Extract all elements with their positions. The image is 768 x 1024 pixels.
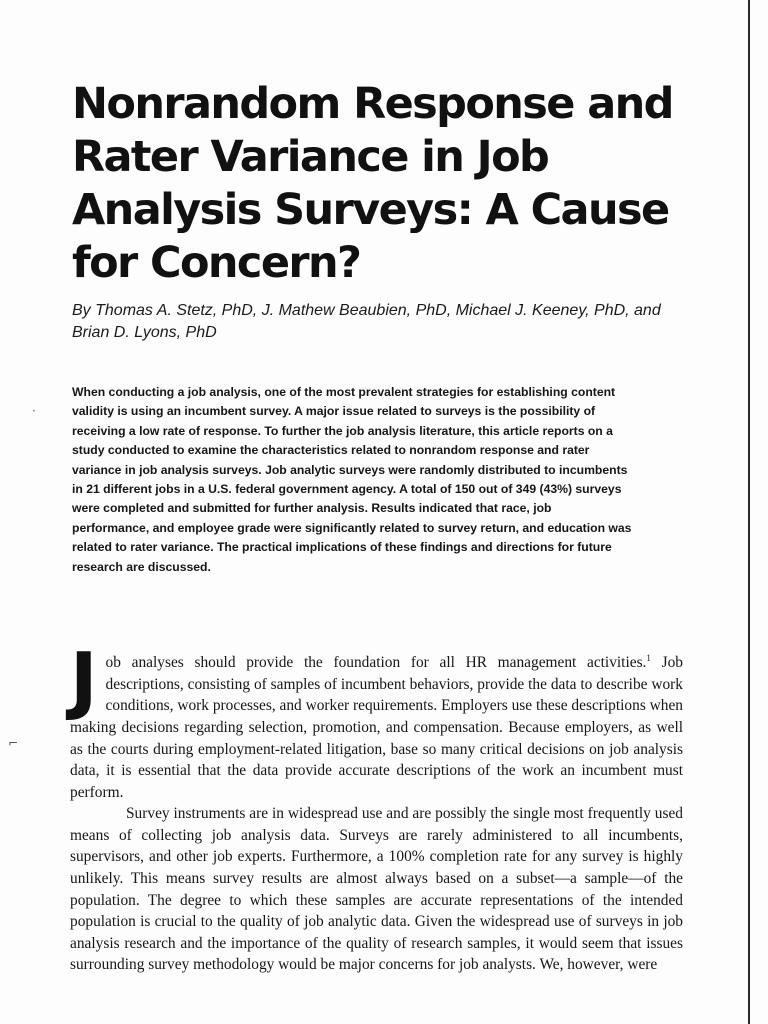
- scan-mark-dot: ·: [32, 404, 36, 418]
- abstract: When conducting a job analysis, one of the most prevalent strategies for establishing content validity is using an incumbent survey. A major issue related to surveys is the possibility of receiving a low rate of response. To further the job analysis literature, this article reports on a study conducted to examine the characteristics related to nonrandom response and rater variance in job analysis surveys. Job analytic surveys were randomly distributed to incumbents in 21 different jobs in a U.S. federal government agency. A total of 150 out of 349 (43%) surveys were completed and submitted for further analysis. Results indicated that race, job performance, and employee grade were significantly related to survey return, and education was related to rater variance. The practical implications of these findings and directions for future research are discussed.: [72, 385, 632, 574]
- paragraph-1-rest: Job descriptions, consisting of samples of incumbent behaviors, provide the data to describe work conditions, work processes, and worker requirements. Employers use these descriptions when making decisions regarding selection, promotion, and compensation. Because employers, as well as the courts during employment-related litigation, base so many critical decisions on job analysis data, it is essential that the data provide accurate descriptions of the work an incumbent must perform.: [70, 654, 683, 801]
- paragraph-1-opening: ob analyses should provide the foundation for all HR management activities.: [105, 654, 647, 672]
- page-edge: [748, 0, 750, 1024]
- author-byline: By Thomas A. Stetz, PhD, J. Mathew Beaubien, PhD, Michael J. Keeney, PhD, and Brian D. Lyons, PhD: [72, 302, 661, 341]
- footnote-marker: 1: [646, 653, 651, 663]
- scan-mark-dash: ⌐: [8, 736, 19, 750]
- drop-cap: J: [70, 637, 98, 723]
- article-body: [70, 637, 683, 976]
- paragraph-2: Survey instruments are in widespread use and are possibly the single most frequently used means of collecting job analysis data. Surveys are rarely administered to all incumbents, supervisors, and other job experts. Furthermore, a 100% completion rate for any survey is highly unlikely. This means survey results are almost always based on a subset—a sample—of the population. The degree to which these samples are accurate representations of the intended population is crucial to the quality of job analytic data. Given the widespread use of surveys in job analysis research and the importance of the quality of research samples, it would seem that issues surrounding survey methodology would be major concerns for job analysts. We, however, were: [70, 805, 683, 974]
- article-title: Nonrandom Response and Rater Variance in Job Analysis Surveys: A Cause for Concern?: [72, 79, 673, 288]
- paragraph-1: [70, 637, 683, 803]
